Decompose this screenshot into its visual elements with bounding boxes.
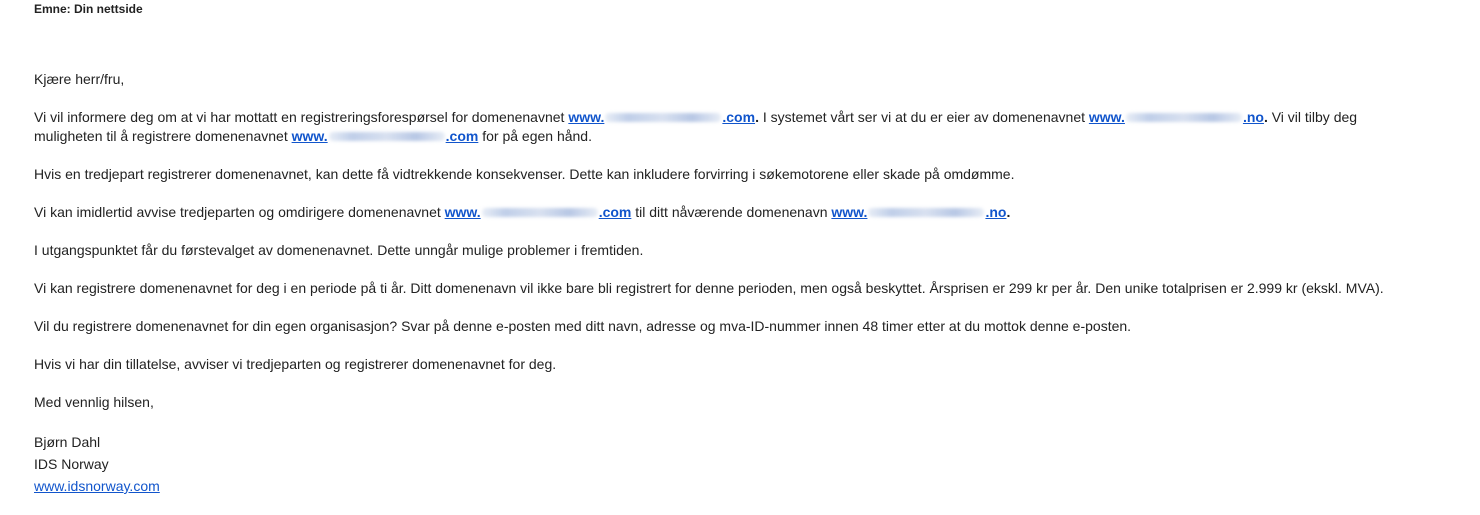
- email-subject: Emne: Din nettside: [34, 2, 143, 16]
- domain-link-com[interactable]: www. .com: [568, 109, 756, 125]
- domain-link-no[interactable]: www. .no: [831, 204, 1007, 220]
- text: Vi vil informere deg om at vi har mottatt en registreringsforespørsel for domenenavnet: [34, 109, 569, 125]
- redacted-domain: [868, 208, 984, 217]
- paragraph-registration-request: [34, 108, 1357, 127]
- text: til ditt nåværende domenenavn: [631, 204, 832, 220]
- domain-link-com[interactable]: www. .com: [291, 128, 479, 144]
- paragraph-first-choice: I utgangspunktet får du førstevalget av domenenavnet. Dette unngår mulige problemer i fremtiden.: [34, 242, 644, 258]
- paragraph-permission: Hvis vi har din tillatelse, avviser vi tredjeparten og registrerer domenenavnet for deg.: [34, 356, 557, 372]
- period: .: [1263, 109, 1268, 125]
- period: .: [1006, 204, 1011, 220]
- redacted-domain: [1126, 113, 1242, 122]
- signature-name: Bjørn Dahl: [34, 434, 101, 450]
- signature-company: IDS Norway: [34, 456, 109, 472]
- text: Vi kan imidlertid avvise tredjeparten og omdirigere domenenavnet: [34, 204, 445, 220]
- text: for på egen hånd.: [478, 128, 592, 144]
- greeting: Kjære herr/fru,: [34, 71, 125, 87]
- domain-link-com[interactable]: www. .com: [444, 204, 632, 220]
- text: Vi vil tilby deg: [1267, 109, 1358, 125]
- closing: Med vennlig hilsen,: [34, 394, 154, 410]
- redacted-domain: [605, 113, 721, 122]
- domain-link-no[interactable]: www. .no: [1088, 109, 1264, 125]
- period: .: [755, 109, 759, 125]
- paragraph-third-party: Hvis en tredjepart registrerer domenenavnet, kan dette få vidtrekkende konsekvenser. Dette kan inkludere forvirring i søkemotorene eller skade på omdømme.: [34, 166, 1015, 182]
- text: muligheten til å registrere domenenavnet: [34, 128, 292, 144]
- redacted-domain: [329, 132, 445, 141]
- paragraph-pricing: Vi kan registrere domenenavnet for deg i en periode på ti år. Ditt domenenavn vil ikke bare bli registrert for denne perioden, men også beskyttet. Årsprisen er 299 kr per år. Den unike totalprisen er 2.999 kr (ekskl. MVA).: [34, 280, 1384, 296]
- paragraph-call-to-action: Vil du registrere domenenavnet for din egen organisasjon? Svar på denne e-posten med ditt navn, adresse og mva-ID-nummer innen 48 timer etter at du mottok denne e-posten.: [34, 318, 1132, 334]
- redacted-domain: [482, 208, 598, 217]
- paragraph-registration-request-cont: [34, 127, 592, 146]
- paragraph-redirect: [34, 203, 1010, 222]
- signature-website-link[interactable]: www.idsnorway.com: [34, 478, 160, 494]
- text: I systemet vårt ser vi at du er eier av domenenavnet: [758, 109, 1089, 125]
